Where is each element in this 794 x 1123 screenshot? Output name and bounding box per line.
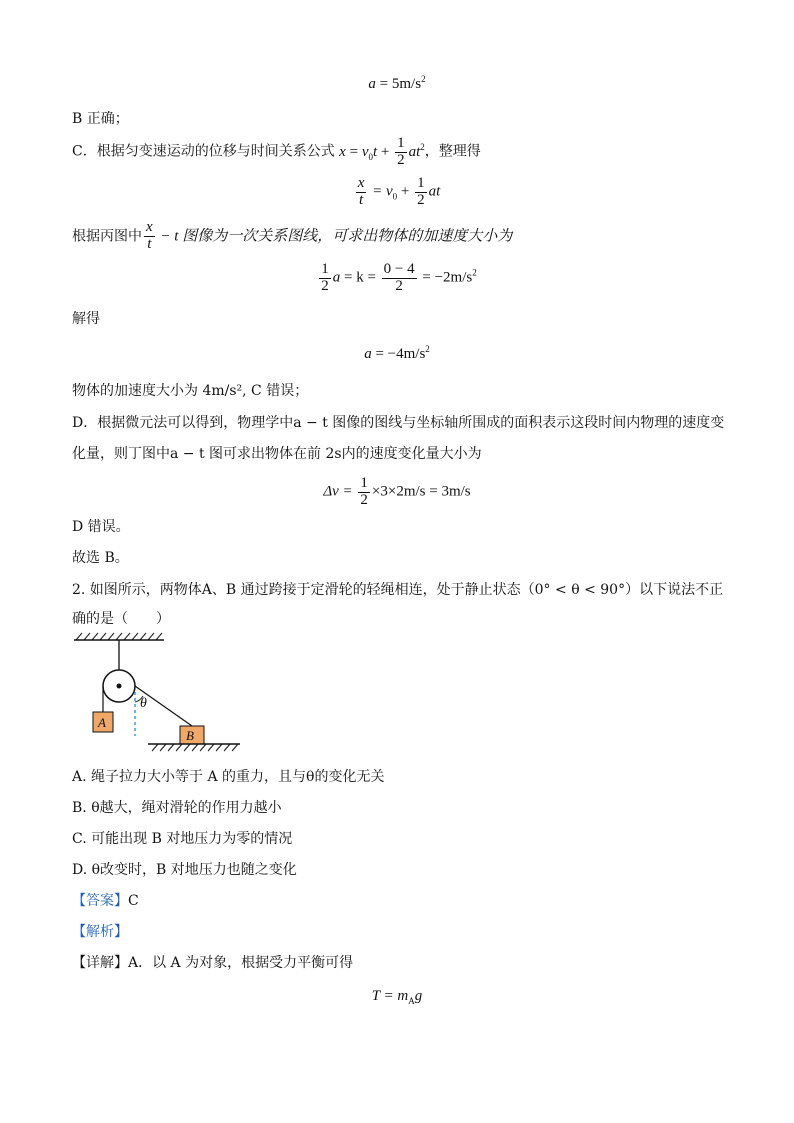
c-intro-line: C．根据匀变速运动的位移与时间关系公式 $x = v_0t$ + $\frac{1}{2}$ $at^2$，整理得 [72, 135, 481, 168]
option-b: B. θ越大，绳对滑轮的作用力越小 [72, 800, 282, 816]
answer-tag: 【答案】 [72, 893, 128, 909]
block-a-label: A [98, 715, 106, 730]
ground-hatch [148, 744, 240, 751]
d-wrong-text: D 错误。 [72, 519, 130, 535]
equation-a-5: $a = 5m/s^2$ [368, 74, 426, 92]
detail-line [72, 952, 353, 972]
block-b-label: B [186, 728, 194, 743]
equation-delta-v: Δv = $\frac{1}{2}$ ×3×2m/s = 3m/s [323, 475, 471, 508]
question-2-line1: 2. 如图所示，两物体A、B 通过跨接于定滑轮的轻绳相连，处于静止状态（0° < θ < 90°）以下说法不正 [72, 582, 724, 598]
choose-b-text: 故选 B。 [72, 550, 129, 566]
detail-tag: 【详解】 [72, 955, 128, 971]
pulley-axle [117, 684, 122, 689]
equation-slope-k: $\frac{1}{2}$ a = k = $\frac{0 - 4}{2}$ = $-2m/s^2$ [321, 261, 477, 294]
equation-tension: $T = m_Ag$ [371, 988, 423, 1006]
c-wrong-text: 物体的加速度大小为 4m/s², C 错误； [72, 383, 309, 399]
analysis-tag: 【解析】 [72, 924, 128, 940]
equation-a-neg4: $a = -4m/s^2$ [364, 344, 430, 362]
equation-x-over-t: $\frac{x}{t}$ = $v_0$ + $\frac{1}{2}$ at [357, 175, 441, 208]
solve-label: 解得 [72, 311, 100, 327]
detail-text: A．以 A 为对象，根据受力平衡可得 [128, 955, 354, 971]
option-d: D. θ改变时，B 对地压力也随之变化 [72, 862, 297, 878]
answer-line [72, 890, 139, 910]
c-graph-line: 根据丙图中 $\frac{x}{t}$ − t 图像为一次关系图线，可求出物体的加速度大小为 [72, 219, 513, 252]
answer-value: C [128, 893, 139, 909]
analysis-line [72, 921, 128, 941]
question-2-line2: 确的是（ ） [72, 611, 170, 627]
b-correct-text: B 正确； [72, 111, 129, 127]
pulley-diagram [68, 630, 258, 760]
d-explanation-line1: D．根据微元法可以得到，物理学中a − t 图像的图线与坐标轴所围成的面积表示这段时间内物理的速度变 [72, 415, 725, 431]
ceiling-hatch [74, 633, 164, 640]
option-a: A. 绳子拉力大小等于 A 的重力，且与θ的变化无关 [72, 769, 385, 785]
theta-label: θ [140, 696, 147, 711]
option-c: C. 可能出现 B 对地压力为零的情况 [72, 831, 293, 847]
d-explanation-line2: 化量，则丁图中a − t 图可求出物体在前 2s内的速度变化量大小为 [72, 446, 482, 462]
